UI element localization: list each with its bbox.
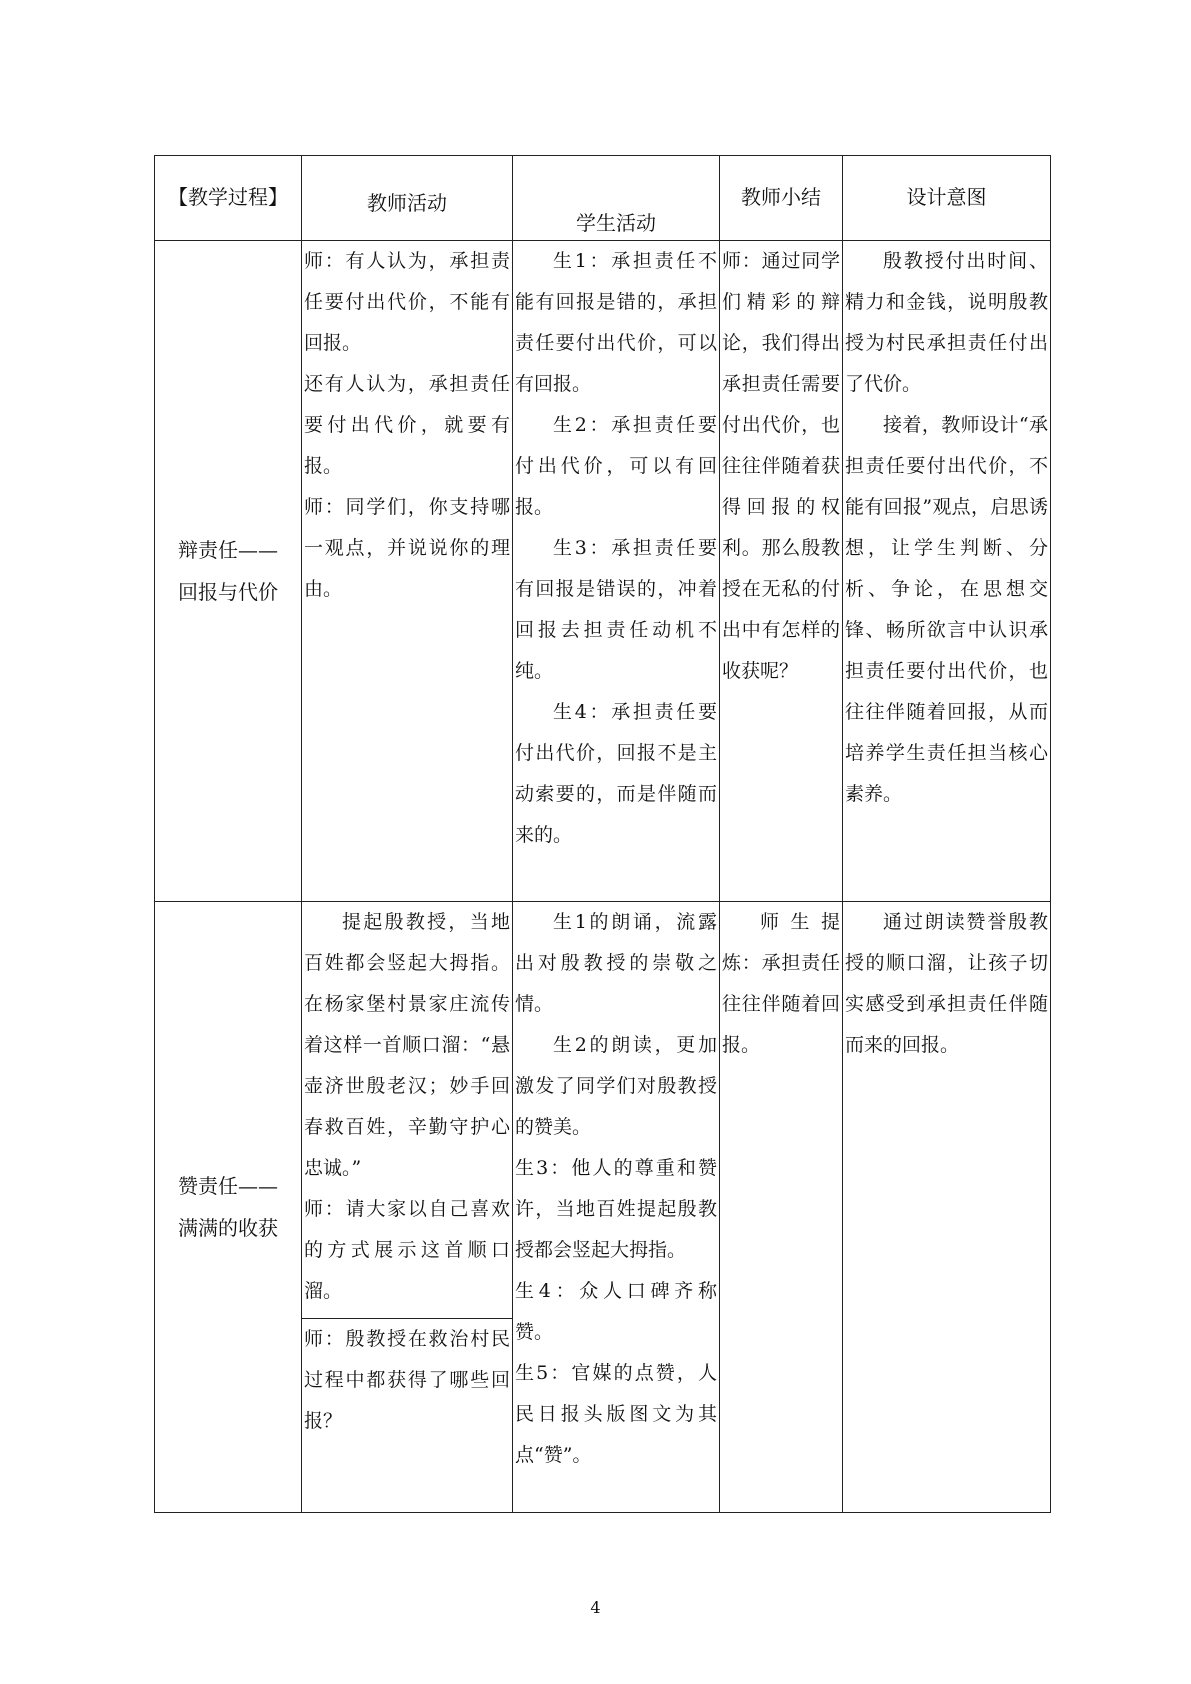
student-activity-cell	[513, 241, 720, 902]
teacher-summary-cell	[720, 902, 843, 1513]
header-student-activity: 学生活动	[513, 156, 720, 241]
student-activity-cell	[513, 902, 720, 1513]
design-intent-cell	[843, 241, 1051, 902]
paragraph: 师：殷教授在救治村民过程中都获得了哪些回报？	[304, 1328, 510, 1432]
paragraph: 殷教授付出时间、精力和金钱，说明殷教授为村民承担责任付出了代价。	[845, 250, 1048, 395]
paragraph: 生2：承担责任要付出代价，可以有回报。	[515, 414, 717, 518]
paragraph: 生3：他人的尊重和赞许，当地百姓提起殷教授都会竖起大拇指。	[515, 1157, 717, 1261]
paragraph: 提起殷教授，当地百姓都会竖起大拇指。在杨家堡村景家庄流传着这样一首顺口溜：“悬壶济世殷老汉；妙手回春救百姓，辛勤守护心忠诚。”	[304, 911, 510, 1179]
paragraph: 生4：众人口碑齐称赞。	[515, 1280, 717, 1343]
paragraph: 通过朗读赞誉殷教授的顺口溜，让孩子切实感受到承担责任伴随而来的回报。	[845, 911, 1048, 1056]
teacher-activity-cell	[302, 241, 513, 902]
paragraph: 师：请大家以自己喜欢的方式展示这首顺口溜。	[304, 1198, 510, 1302]
header-process: 【教学过程】	[155, 156, 302, 241]
table-row	[155, 241, 1051, 902]
header-teacher-activity: 教师活动	[302, 156, 513, 241]
stage-label: 辩责任—— 回报与代价	[155, 241, 302, 902]
paragraph: 接着，教师设计“承担责任要付出代价，不能有回报”观点，启思诱想，让学生判断、分析、争论，在思想交锋、畅所欲言中认识承担责任要付出代价，也往往伴随着回报，从而培养学生责任担当核心素养。	[845, 414, 1048, 805]
table-header-row	[155, 156, 1051, 241]
teacher-summary-cell	[720, 241, 843, 902]
paragraph: 生2的朗读，更加激发了同学们对殷教授的赞美。	[515, 1034, 717, 1138]
header-teacher-summary: 教师小结	[720, 156, 843, 241]
design-intent-cell	[843, 902, 1051, 1513]
paragraph: 师：通过同学们精彩的辩论，我们得出 承担责任需要付出代价，也往往伴随着获得回报的权利。那么殷教授在无私的付出中有怎样的收获呢？	[722, 250, 840, 682]
stage-label: 赞责任—— 满满的收获	[155, 902, 302, 1513]
paragraph: 生4：承担责任要付出代价，回报不是主动索要的，而是伴随而来的。	[515, 701, 717, 846]
paragraph: 师：有人认为，承担责任要付出代价，不能有回报。	[304, 250, 510, 354]
paragraph: 还有人认为，承担责任要付出代价，就要有报。	[304, 373, 510, 477]
header-design-intent: 设计意图	[843, 156, 1051, 241]
paragraph: 生1：承担责任不能有回报是错的，承担责任要付出代价，可以有回报。	[515, 250, 717, 395]
teacher-activity-cell	[302, 902, 513, 1513]
paragraph: 生1的朗诵，流露出对殷教授的崇敬之情。	[515, 911, 717, 1015]
paragraph: 师生提炼：承担责任往往伴随着回报。	[722, 911, 840, 1056]
paragraph: 生3：承担责任要有回报是错误的，冲着回报去担责任动机不纯。	[515, 537, 717, 682]
page-number: 4	[590, 1598, 601, 1617]
paragraph: 生5：官媒的点赞，人民日报头版图文为其点“赞”。	[515, 1362, 717, 1466]
table-row	[155, 902, 1051, 1513]
paragraph: 师：同学们，你支持哪一观点，并说说你的理由。	[304, 496, 510, 600]
lesson-table	[154, 155, 1051, 1513]
